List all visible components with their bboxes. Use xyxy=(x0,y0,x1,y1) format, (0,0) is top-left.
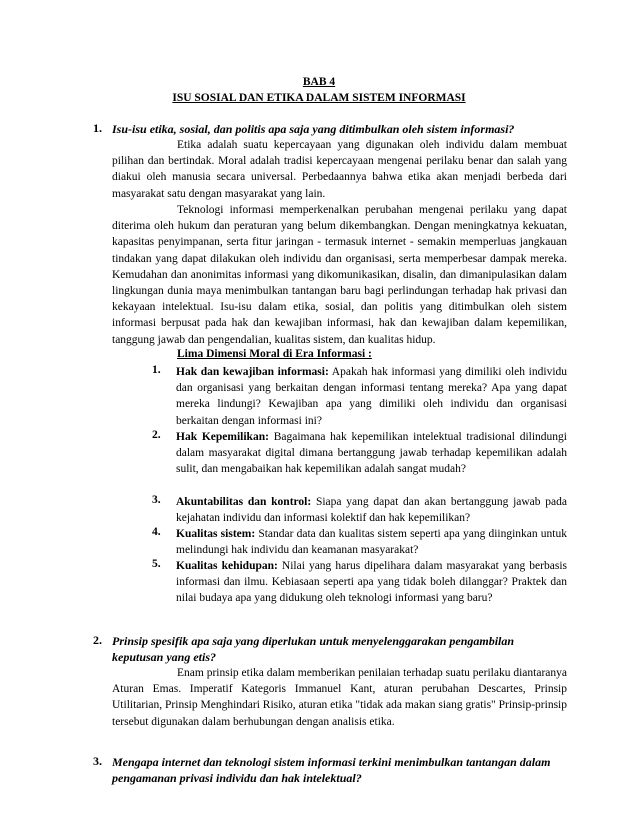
dimension-term: Kualitas sistem: xyxy=(176,528,256,540)
question-text: Prinsip spesifik apa saja yang diperlukan untuk menyelenggarakan pengambilan keputusan yang etis? xyxy=(112,634,515,665)
question-text: Mengapa internet dan teknologi sistem informasi terkini menimbulkan tantangan dalam pengamanan privasi individu dan hak intelektual? xyxy=(112,755,551,786)
dimension-term: Kualitas kehidupan: xyxy=(176,560,278,572)
dimension-item xyxy=(176,429,567,478)
dimension-number: 5. xyxy=(152,558,161,570)
question-number: 1. xyxy=(93,121,102,135)
dimension-term: Hak Kepemilikan: xyxy=(176,431,269,443)
dimension-desc: Nilai yang harus dipelihara dalam masyarakat yang berbasis informasi dan ilmu. Kebiasaan seperti apa yang tidak boleh dilanggar? Praktek dan nilai budaya apa yang didukung oleh teknologi informasi yang baru? xyxy=(176,560,567,605)
dimension-number: 3. xyxy=(152,494,161,506)
dimension-item xyxy=(176,526,567,558)
question-number: 2. xyxy=(93,633,102,647)
paragraph: Enam prinsip etika dalam memberikan penilaian terhadap suatu perilaku diantaranya Aturan Emas. Imperatif Kategoris Immanuel Kant, aturan perubahan Descartes, Prinsip Utilitarian, Prinsip Menghindari Risiko, aturan etika "tidak ada makan siang gratis" Prinsip-prinsip tersebut digunakan dalam berhubungan dengan analisis etika. xyxy=(112,667,567,728)
dimension-desc: Standar data dan kualitas sistem seperti apa yang diinginkan untuk melindungi hak individu dan keamanan masyarakat? xyxy=(176,528,567,557)
chapter-title: ISU SOSIAL DAN ETIKA DALAM SISTEM INFORMASI xyxy=(172,92,466,104)
dimension-item xyxy=(176,494,567,526)
chapter-heading: BAB 4 xyxy=(302,76,336,88)
dimension-number: 1. xyxy=(152,364,161,376)
dimension-desc: Siapa yang dapat dan akan bertanggung jawab pada kejahatan individu dan informasi kolektif dan hak kepemilikan? xyxy=(176,496,567,525)
dimension-term: Hak dan kewajiban informasi: xyxy=(176,366,329,378)
dimension-item xyxy=(176,558,567,607)
dimension-item xyxy=(176,364,567,429)
question-number: 3. xyxy=(93,754,102,768)
dimension-number: 4. xyxy=(152,526,161,538)
question-text: Isu-isu etika, sosial, dan politis apa saja yang ditimbulkan oleh sistem informasi? xyxy=(112,122,515,136)
dimension-desc: Apakah hak informasi yang dimiliki oleh individu dan organisasi yang berkaitan dengan informasi tentang mereka? Apa yang dapat mereka lindungi? Kewajiban apa yang dimiliki oleh individu dan organisasi berkaitan dengan informasi ini? xyxy=(176,366,568,427)
paragraph: Etika adalah suatu kepercayaan yang digunakan oleh individu dalam membuat pilihan dan bertindak. Moral adalah tradisi kepercayaan mengenai perilaku benar dan salah yang diakui oleh manusia secara universal. Perbedaannya bahwa etika akan menjadi berbeda dari masyarakat satu dengan masyarakat yang lain. xyxy=(112,139,567,200)
paragraph: Teknologi informasi memperkenalkan perubahan mengenai perilaku yang dapat diterima oleh hukum dan peraturan yang belum dikembangkan. Dengan meningkatnya kekuatan, kapasitas penyimpanan, serta fitur jaringan - termasuk internet - semakin memperluas jangkauan tindakan yang dapat dilakukan oleh individu dan organisasi, serta memperbesar dampak mereka. Kemudahan dan anonimitas informasi yang dikomunikasikan, disalin, dan dimanipulasikan dalam lingkungan dunia maya menimbulkan tantangan baru bagi perlindungan terhadap hak privasi dan kekayaan intelektual. Isu-isu dalam etika, sosial, dan politis yang ditimbulkan oleh sistem informasi berpusat pada hak dan kewajiban informasi, hak dan kewajiban dalam kepemilikan, tanggung jawab dan pengendalian, kualitas sistem, dan kualitas hidup. xyxy=(112,204,567,346)
dimension-term: Akuntabilitas dan kontrol: xyxy=(176,496,312,508)
subsection-title: Lima Dimensi Moral di Era Informasi : xyxy=(177,348,372,360)
dimension-desc: Bagaimana hak kepemilikan intelektual tradisional dilindungi dalam masyarakat digital dimana bertanggung jawab terhadap kepemilikan adalah sulit, dan mengabaikan hak kepemilikan adalah sangat mudah? xyxy=(176,431,567,476)
dimension-number: 2. xyxy=(152,429,161,441)
